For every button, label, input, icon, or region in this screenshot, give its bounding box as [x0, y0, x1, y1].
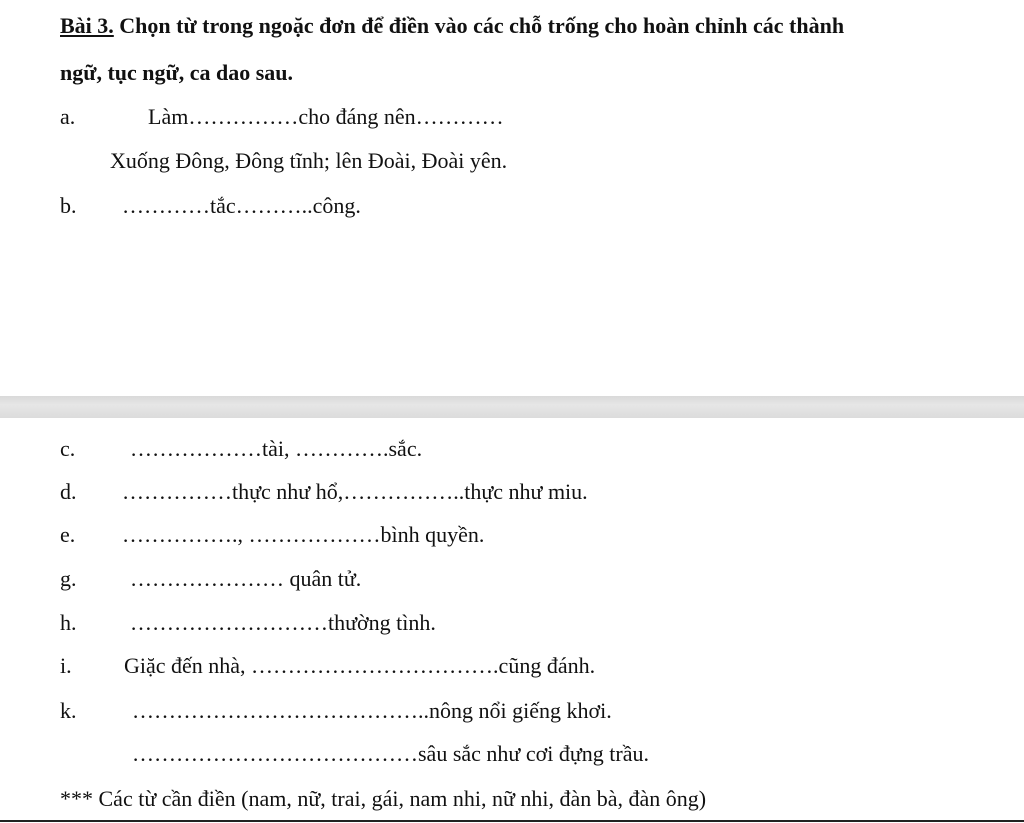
item-k-line-2: …………………………………sâu sắc như cơi đựng trầu. — [132, 741, 649, 766]
item-e-marker: e. — [60, 522, 76, 547]
exercise-label: Bài 3. — [60, 13, 114, 38]
item-b-text: …………tắc………..công. — [122, 193, 361, 218]
item-k-marker: k. — [60, 698, 77, 723]
page-bottom-edge — [0, 820, 1024, 822]
item-a-marker: a. — [60, 104, 76, 129]
exercise-title — [60, 13, 844, 39]
exercise-instruction-2: ngữ, tục ngữ, ca dao sau. — [60, 60, 293, 85]
item-e-text: ……………., ………………bình quyền. — [122, 522, 485, 547]
item-b-marker: b. — [60, 193, 77, 218]
word-bank: *** Các từ cần điền (nam, nữ, trai, gái, nam nhi, nữ nhi, đàn bà, đàn ông) — [60, 786, 707, 811]
item-g-text: ………………… quân tử. — [130, 566, 362, 591]
item-d-marker: d. — [60, 479, 77, 504]
item-d-text: ……………thực như hổ,……………..thực như miu. — [122, 479, 588, 504]
item-c-marker: c. — [60, 436, 76, 461]
item-a-line-1: Làm……………cho đáng nên………… — [148, 104, 504, 129]
exercise-instruction-1: Chọn từ trong ngoặc đơn để điền vào các chỗ trống cho hoàn chỉnh các thành — [113, 13, 845, 38]
item-h-marker: h. — [60, 610, 77, 635]
item-h-text: ………………………thường tình. — [130, 610, 436, 635]
item-i-text: Giặc đến nhà, …………………………….cũng đánh. — [124, 653, 596, 678]
item-k-line-1: …………………………………..nông nổi giếng khơi. — [132, 698, 612, 723]
item-g-marker: g. — [60, 566, 77, 591]
item-a-line-2: Xuống Đông, Đông tĩnh; lên Đoài, Đoài yên. — [110, 148, 508, 173]
document-page-top — [0, 0, 1024, 396]
page-separator — [0, 396, 1024, 418]
document-page-bottom — [0, 418, 1024, 823]
item-c-text: ………………tài, ………….sắc. — [130, 436, 423, 461]
item-i-marker: i. — [60, 653, 72, 678]
